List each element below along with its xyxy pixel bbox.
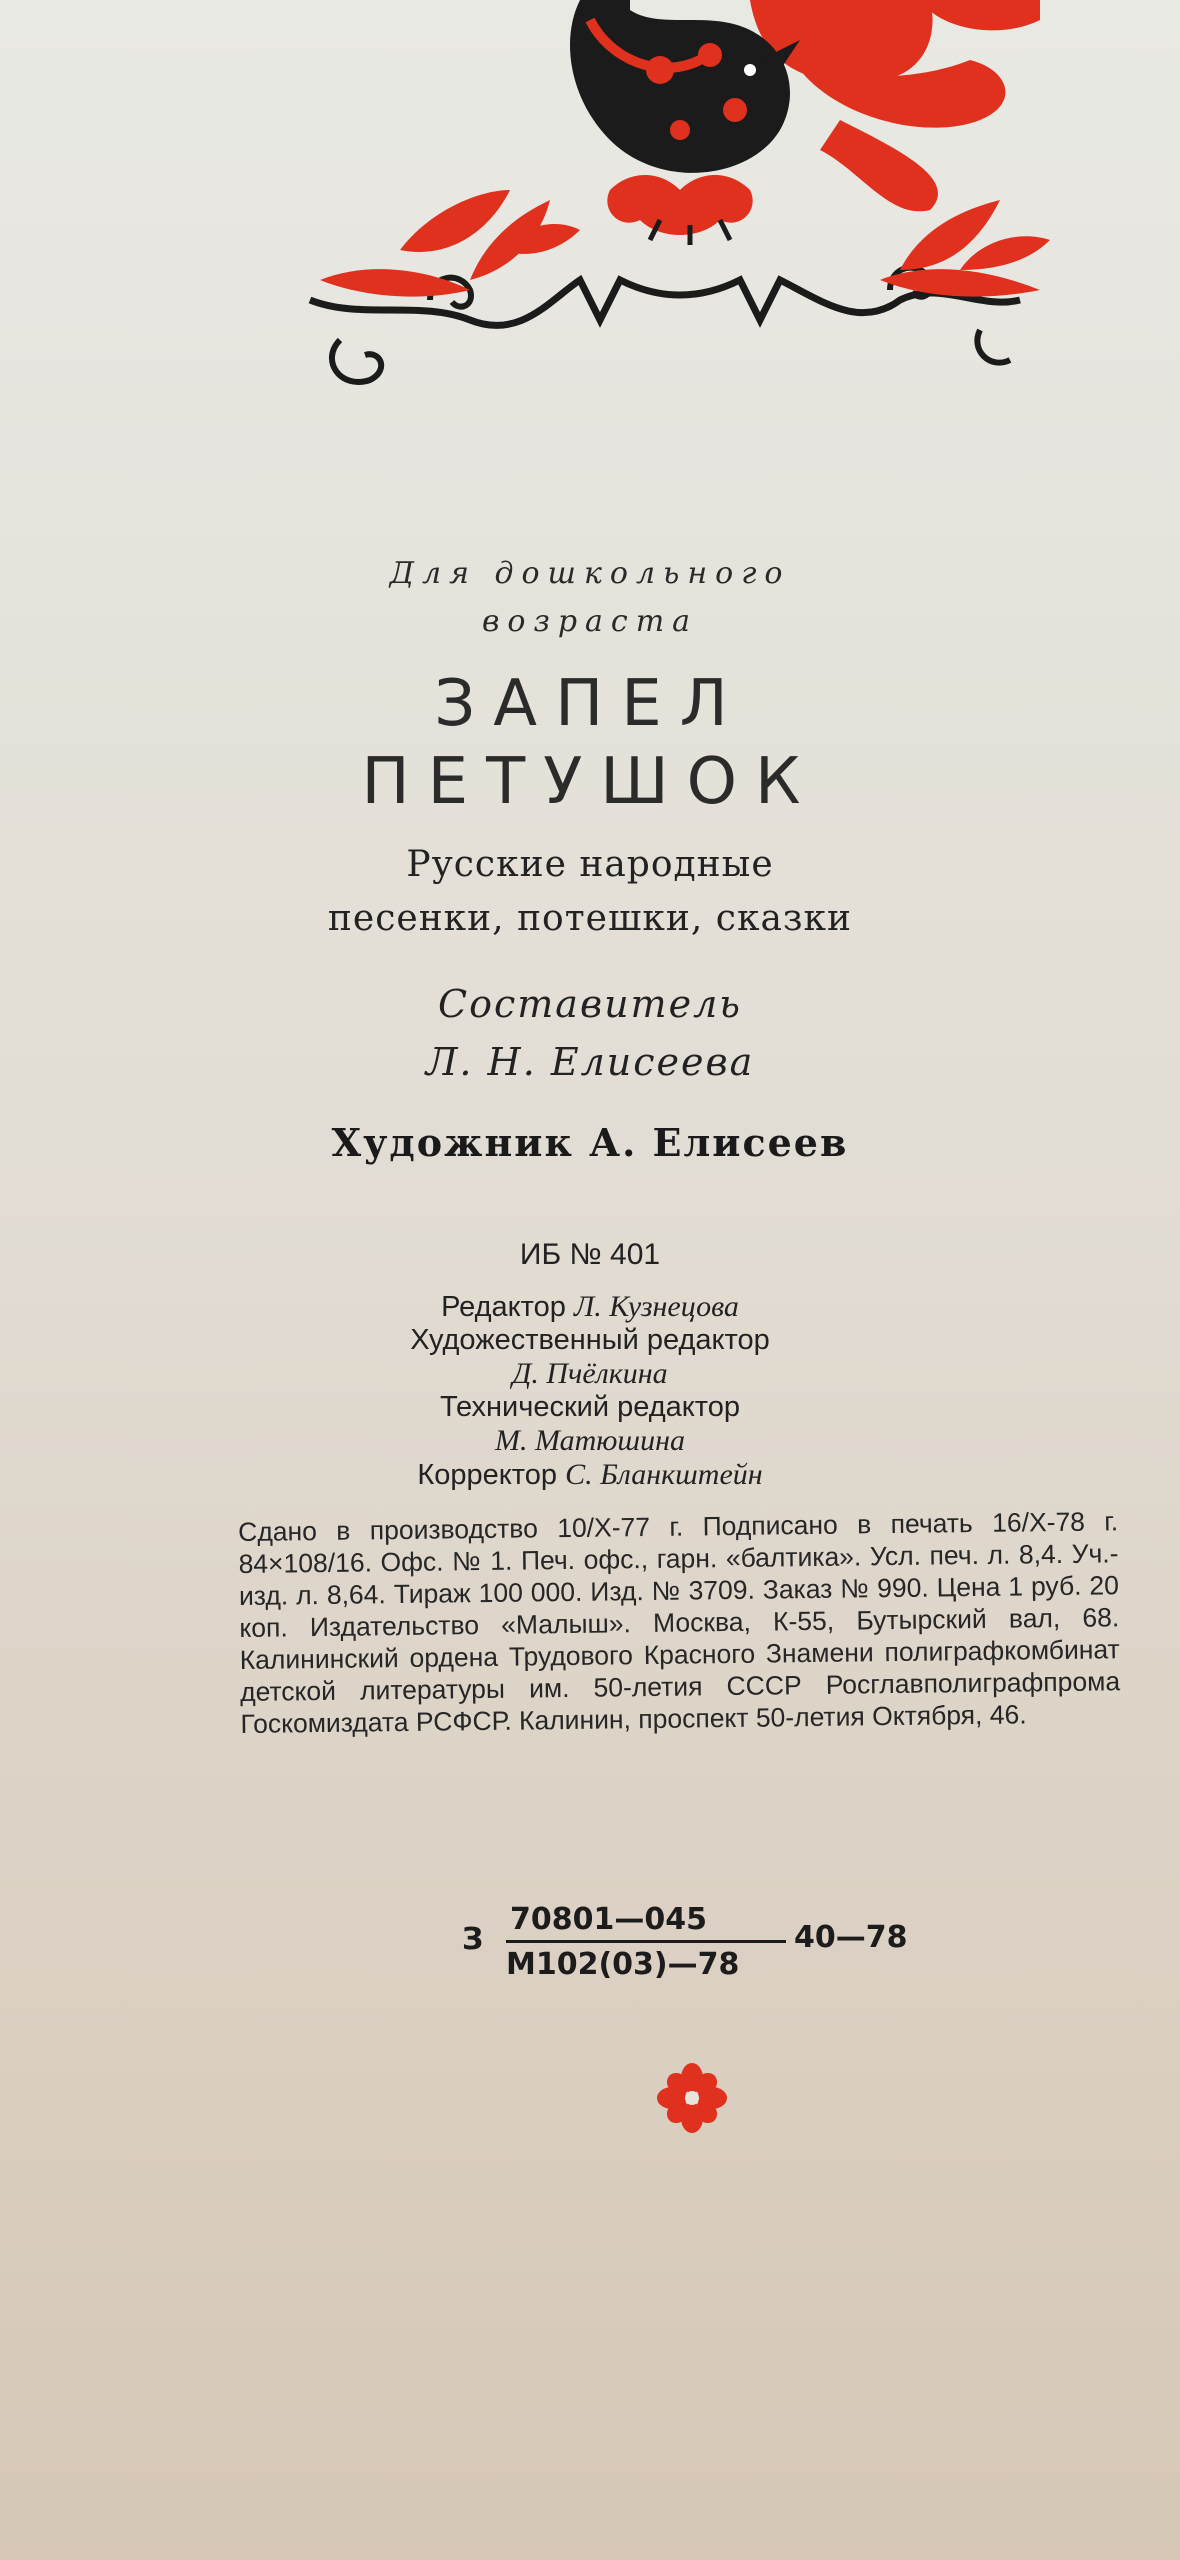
editor-credit [0,1290,1180,1324]
proofreader-credit [0,1458,1180,1492]
compiler-label: Составитель [438,982,742,1026]
code-prefix: З [462,1922,484,1957]
fraction-bar [506,1940,786,1943]
age-label-line-2: возраста [481,604,699,639]
code-denominator: М102(03)—78 [506,1947,740,1982]
compiler [0,975,1180,1091]
editor-name: Л. Кузнецова [573,1290,739,1323]
ib-number: ИБ № 401 [519,1238,661,1271]
book-subtitle-line-1: Русские народные [406,844,774,885]
book-subtitle-line-2: песенки, потешки, сказки [327,898,853,939]
code-suffix: 40—78 [794,1920,908,1955]
code-fraction [506,1900,786,1985]
art-editor-name: Д. Пчёлкина [512,1357,668,1390]
book-title [0,665,1180,821]
staff-credits [0,1290,1180,1492]
editor-role: Редактор [441,1291,566,1323]
book-title-line-2: ПЕТУШОК [361,745,819,819]
proofreader-role: Корректор [417,1459,557,1491]
flower-icon [656,2062,728,2134]
rooster-ornament-icon [280,0,1100,420]
age-label [0,550,1180,646]
book-subtitle [0,838,1180,946]
book-title-line-1: ЗАПЕЛ [434,667,746,741]
tech-editor-role: Технический редактор [439,1391,741,1423]
artist-credit: Художник А. Елисеев [331,1120,849,1165]
art-editor-role: Художественный редактор [410,1324,770,1356]
imprint-text: Сдано в производство 10/X-77 г. Подписано в печать 16/X-78 г. 84×108/16. Офс. № 1. Печ. офс., гарн. «балтика». Усл. печ. л. 8,4. Уч.-изд. л. 8,64. Тираж 100 000. Изд. № 3709. Заказ № 990. Цена 1 руб. 20 коп. Издательство «Малыш». Москва, К-55, Бутырский вал, 68. Калининский ордена Трудового Красного Знамени полиграфкомбинат детской литературы им. 50-летия СССР Росглавполиграфпрома Госкомиздата РСФСР. Калинин, проспект 50-летия Октября, 46. [238,1506,1121,1739]
tech-editor-name: М. Матюшина [495,1424,685,1457]
age-label-line-1: Для дошкольного [389,556,791,591]
compiler-name: Л. Н. Елисеева [425,1040,755,1084]
proofreader-name: С. Бланкштейн [565,1458,763,1491]
code-numerator: 70801—045 [510,1902,707,1937]
